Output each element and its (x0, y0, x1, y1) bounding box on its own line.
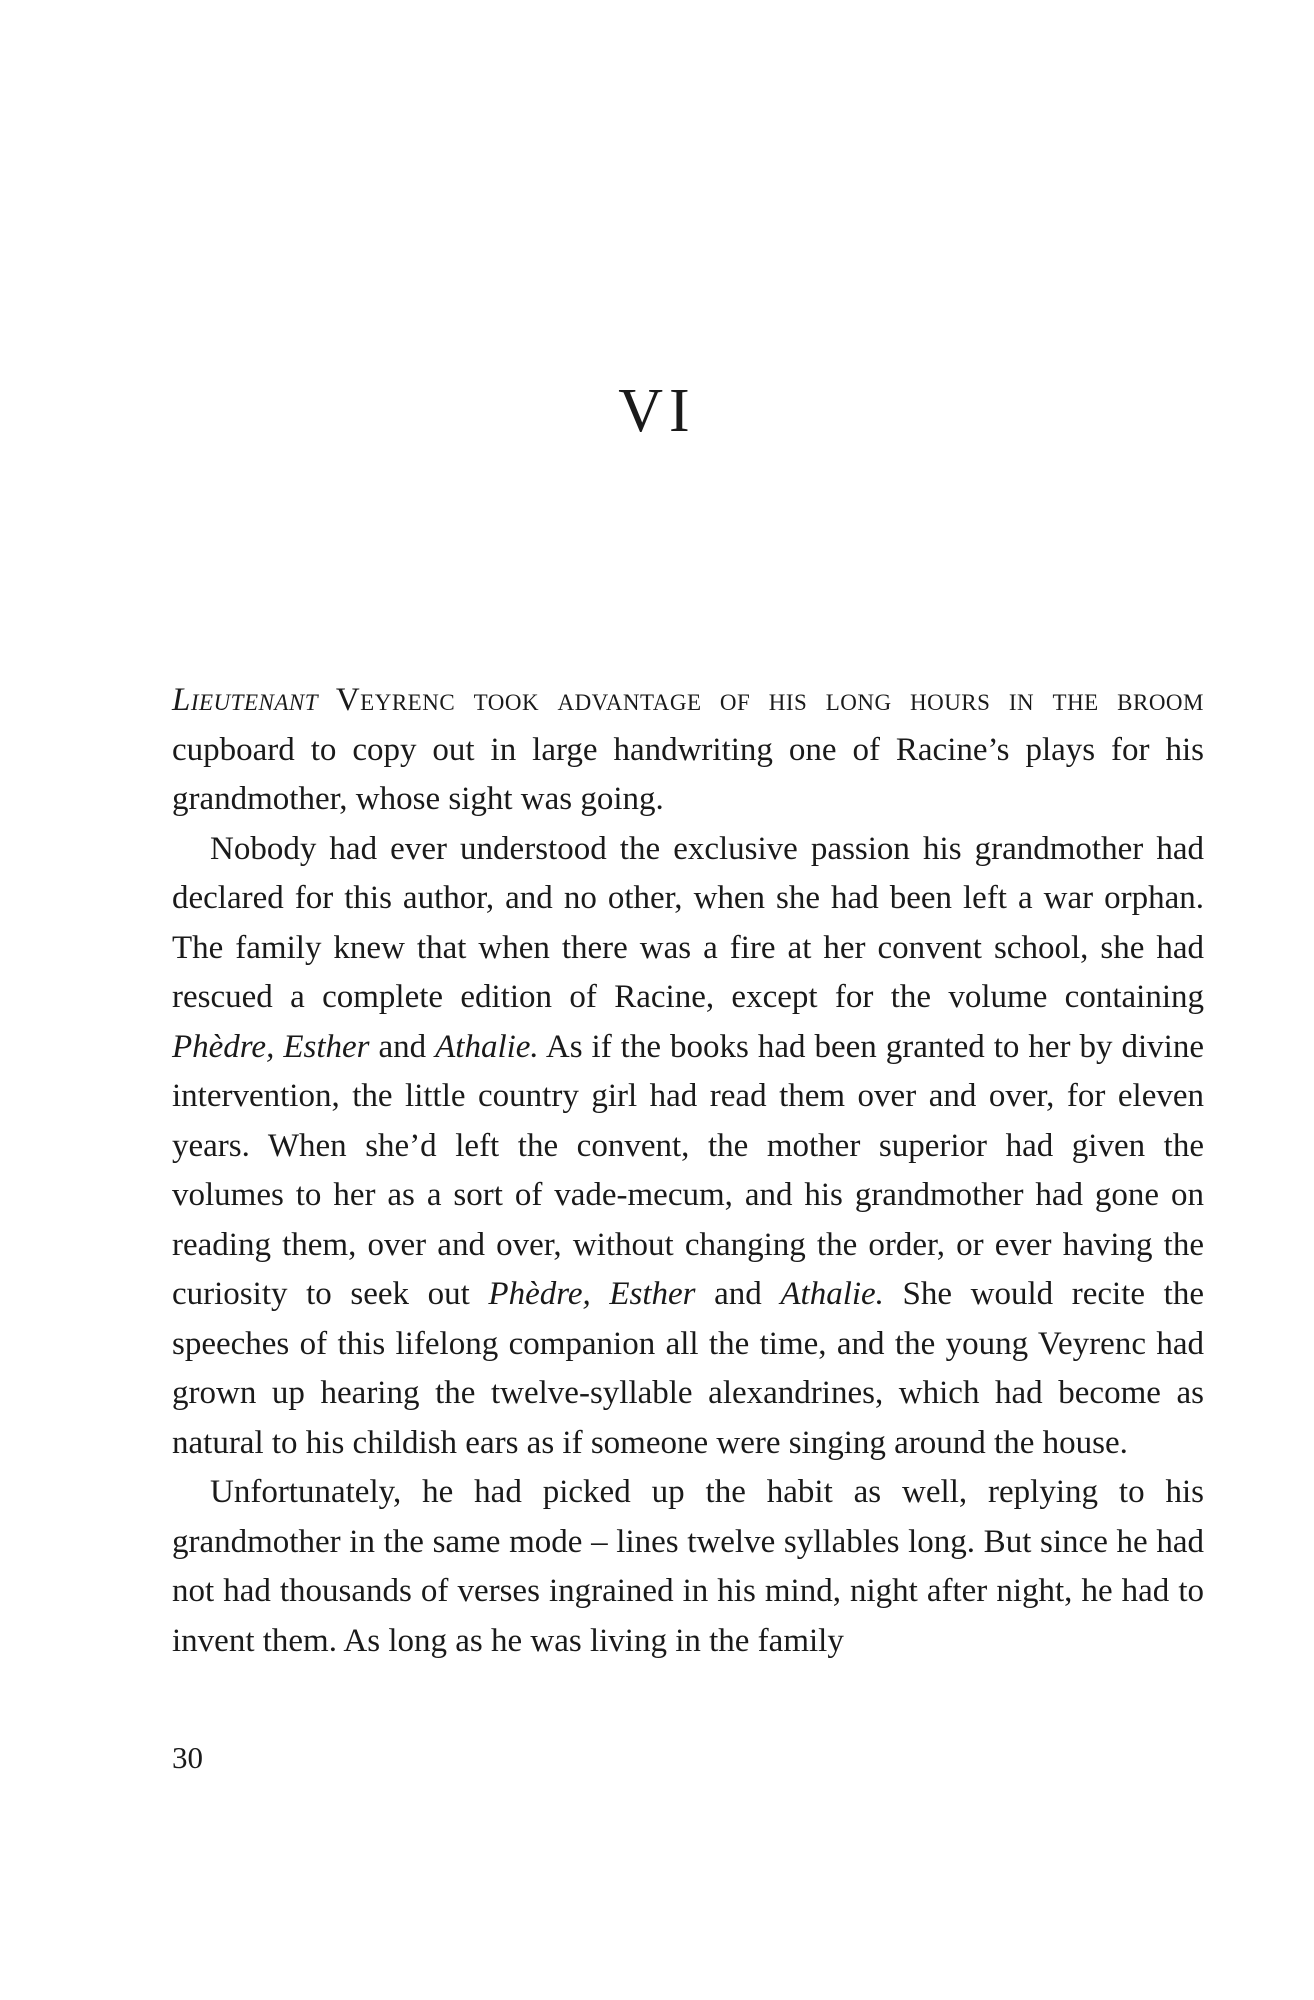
conjunction: and (695, 1276, 781, 1312)
body-text (172, 676, 1204, 1666)
lead-in-italic: Lieutenant (172, 682, 319, 718)
title-italic: Athalie. (780, 1276, 884, 1312)
paragraph-2-text-b: As if the books had been granted to her by divine intervention, the little country girl had read them over and over, for eleven years. When she’d left the convent, the mother superior had given the volumes to her as a sort of vade-mecum, and his grandmother had gone on reading them, over and over, without changing the order, or ever having the curiosity to seek out (172, 1028, 1204, 1312)
paragraph-2-text-c: She would recite the speeches of this lifelong companion all the time, and the young Veyrenc had grown up hearing the twelve-syllable alexandrines, which had become as natural to his childish ears as if someone were singing around the house. (172, 1276, 1204, 1461)
chapter-number: VI (618, 376, 696, 445)
paragraph-2-text-a: Nobody had ever understood the exclusive passion his grandmother had declared for this author, and no other, when she had been left a war orphan. The family knew that when there was a fire at her convent school, she had rescued a complete edition of Racine, except for the volume containing (172, 830, 1204, 1015)
title-italic: Phèdre, Esther (488, 1276, 696, 1312)
title-italic: Athalie. (435, 1028, 539, 1065)
paragraph-1-text: cupboard to copy out in large handwriting one of Racine’s plays for his grandmother, whose sight was going. (172, 731, 1204, 817)
title-italic: Phèdre, Esther (172, 1028, 370, 1065)
conjunction: and (369, 1028, 436, 1065)
paragraph-2 (172, 825, 1204, 1469)
paragraph-3: Unfortunately, he had picked up the habit as well, replying to his grandmother in the same mode – lines twelve syllables long. But since he had not had thousands of verses ingrained in his mind, night after night, he had to invent them. As long as he was living in the family (172, 1474, 1204, 1659)
page-number: 30 (172, 1740, 203, 1775)
lead-in-rest: Veyrenc took advantage of his long hours in the broom (318, 682, 1204, 718)
paragraph-1 (172, 676, 1204, 825)
lead-in (172, 682, 1204, 718)
